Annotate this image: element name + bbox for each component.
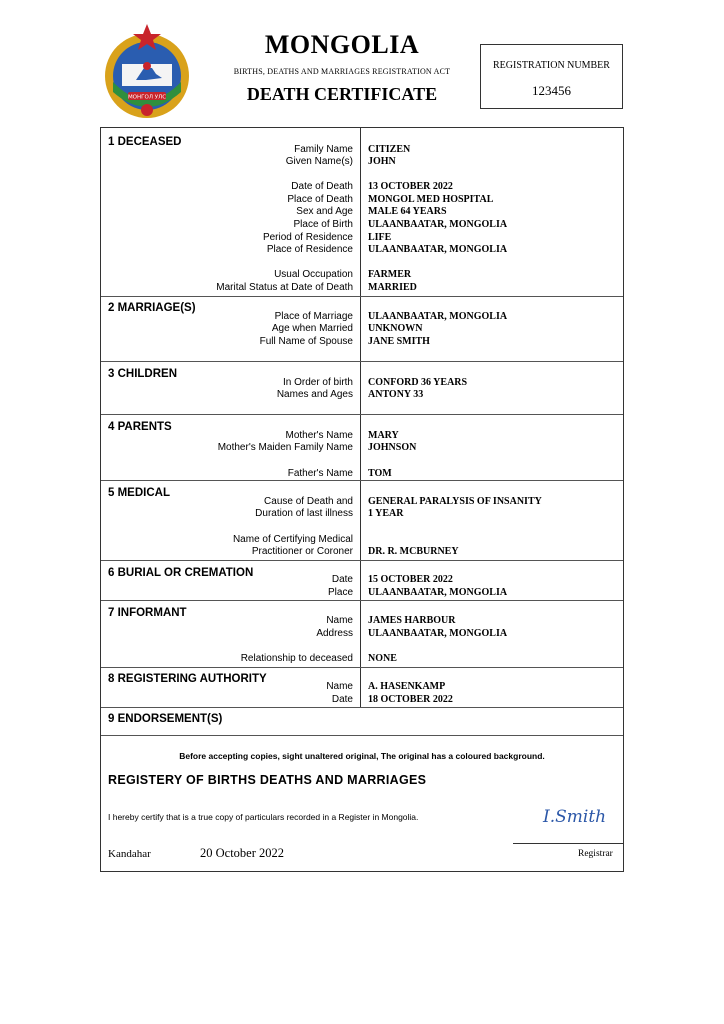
marriage-place-value: ULAANBAATAR, MONGOLIA <box>368 311 508 322</box>
divider <box>101 667 623 668</box>
duration-label: Duration of last illness <box>255 508 353 519</box>
divider <box>101 414 623 415</box>
act-subtitle: BIRTHS, DEATHS AND MARRIAGES REGISTRATION ACT <box>233 67 451 76</box>
given-names-label: Given Name(s) <box>285 156 353 167</box>
issue-place: Kandahar <box>108 848 151 860</box>
section-title-endorsement: 9 ENDORSEMENT(S) <box>108 713 223 725</box>
period-residence-label: Period of Residence <box>262 232 353 243</box>
section-title-deceased: 1 DECEASED <box>108 136 182 148</box>
family-name-label: Family Name <box>294 144 353 155</box>
issue-date: 20 October 2022 <box>200 846 285 860</box>
divider <box>101 735 623 736</box>
authority-name-value: A. HASENKAMP <box>368 681 446 692</box>
notice-text: Before accepting copies, sight unaltered original, The original has a coloured background. <box>179 751 545 761</box>
child-1-value: CONFORD 36 YEARS <box>368 377 468 388</box>
mother-name-label: Mother's Name <box>285 430 353 441</box>
occupation-label: Usual Occupation <box>274 269 353 280</box>
spouse-value: JANE SMITH <box>368 336 430 347</box>
section-title-children: 3 CHILDREN <box>108 368 178 380</box>
marriage-age-value: UNKNOWN <box>368 323 423 334</box>
place-residence-value: ULAANBAATAR, MONGOLIA <box>368 244 508 255</box>
certify-text: I hereby certify that is a true copy of particulars recorded in a Register in Mongolia. <box>108 812 419 822</box>
place-of-birth-value: ULAANBAATAR, MONGOLIA <box>368 219 508 230</box>
certifier-value: DR. R. MCBURNEY <box>368 546 459 557</box>
svg-text:I.Smith: I.Smith <box>543 807 607 827</box>
signature-icon <box>541 802 621 830</box>
given-names-value: JOHN <box>368 156 396 167</box>
divider <box>101 600 623 601</box>
cause-value: GENERAL PARALYSIS OF INSANITY <box>368 496 542 507</box>
certifier-label-2: Practitioner or Coroner <box>251 546 353 557</box>
section-title-parents: 4 PARENTS <box>108 421 172 433</box>
date-of-death-value: 13 OCTOBER 2022 <box>368 181 453 192</box>
relationship-value: NONE <box>368 653 397 664</box>
section-title-medical: 5 MEDICAL <box>108 487 170 499</box>
informant-name-value: JAMES HARBOUR <box>368 615 456 626</box>
registration-number: 123456 <box>532 83 571 98</box>
family-name-value: CITIZEN <box>368 144 411 155</box>
certificate-table <box>100 127 624 872</box>
state-emblem-icon <box>100 22 194 122</box>
place-of-death-label: Place of Death <box>287 194 353 205</box>
mother-maiden-value: JOHNSON <box>368 442 417 453</box>
registrar-label: Registrar <box>578 849 613 859</box>
section-title-authority: 8 REGISTERING AUTHORITY <box>108 673 267 685</box>
relationship-label: Relationship to deceased <box>240 653 353 664</box>
certifier-label-1: Name of Certifying Medical <box>232 534 353 545</box>
authority-date-value: 18 OCTOBER 2022 <box>368 694 453 705</box>
signature-line <box>513 843 623 844</box>
svg-text:МОНГОЛ УЛС: МОНГОЛ УЛС <box>127 94 167 101</box>
period-residence-value: LIFE <box>368 232 392 243</box>
child-2-value: ANTONY 33 <box>368 389 424 400</box>
children-names-label: Names and Ages <box>276 389 353 400</box>
burial-place-label: Place <box>327 587 353 598</box>
father-name-value: TOM <box>368 468 392 479</box>
sex-age-value: MALE 64 YEARS <box>368 206 447 217</box>
spouse-label: Full Name of Spouse <box>259 336 353 347</box>
place-of-birth-label: Place of Birth <box>293 219 353 230</box>
place-residence-label: Place of Residence <box>266 244 353 255</box>
cause-label: Cause of Death and <box>264 496 353 507</box>
mother-name-value: MARY <box>368 430 399 441</box>
father-name-label: Father's Name <box>287 468 353 479</box>
informant-address-value: ULAANBAATAR, MONGOLIA <box>368 628 508 639</box>
divider <box>101 296 623 297</box>
column-divider <box>360 128 361 707</box>
section-title-burial: 6 BURIAL OR CREMATION <box>108 567 254 579</box>
marital-value: MARRIED <box>368 282 417 293</box>
marriage-place-label: Place of Marriage <box>274 311 353 322</box>
authority-date-label: Date <box>331 694 353 705</box>
informant-address-label: Address <box>316 628 353 639</box>
burial-date-value: 15 OCTOBER 2022 <box>368 574 453 585</box>
informant-name-label: Name <box>326 615 353 626</box>
registration-box <box>480 44 623 109</box>
date-of-death-label: Date of Death <box>291 181 353 192</box>
section-title-informant: 7 INFORMANT <box>108 607 187 619</box>
country-title: MONGOLIA <box>264 30 420 59</box>
divider <box>101 707 623 708</box>
sex-age-label: Sex and Age <box>296 206 353 217</box>
registry-title: REGISTERY OF BIRTHS DEATHS AND MARRIAGES <box>108 773 427 787</box>
occupation-value: FARMER <box>368 269 412 280</box>
section-title-marriages: 2 MARRIAGE(S) <box>108 302 196 314</box>
children-order-label: In Order of birth <box>282 377 353 388</box>
mother-maiden-label: Mother's Maiden Family Name <box>217 442 353 453</box>
document-type: DEATH CERTIFICATE <box>246 84 438 104</box>
place-of-death-value: MONGOL MED HOSPITAL <box>368 194 494 205</box>
burial-place-value: ULAANBAATAR, MONGOLIA <box>368 587 508 598</box>
marital-label: Marital Status at Date of Death <box>216 282 353 293</box>
marriage-age-label: Age when Married <box>271 323 353 334</box>
duration-value: 1 YEAR <box>368 508 404 519</box>
burial-date-label: Date <box>331 574 353 585</box>
divider <box>101 361 623 362</box>
registration-label: REGISTRATION NUMBER <box>493 60 610 71</box>
authority-name-label: Name <box>326 681 353 692</box>
divider <box>101 560 623 561</box>
divider <box>101 480 623 481</box>
